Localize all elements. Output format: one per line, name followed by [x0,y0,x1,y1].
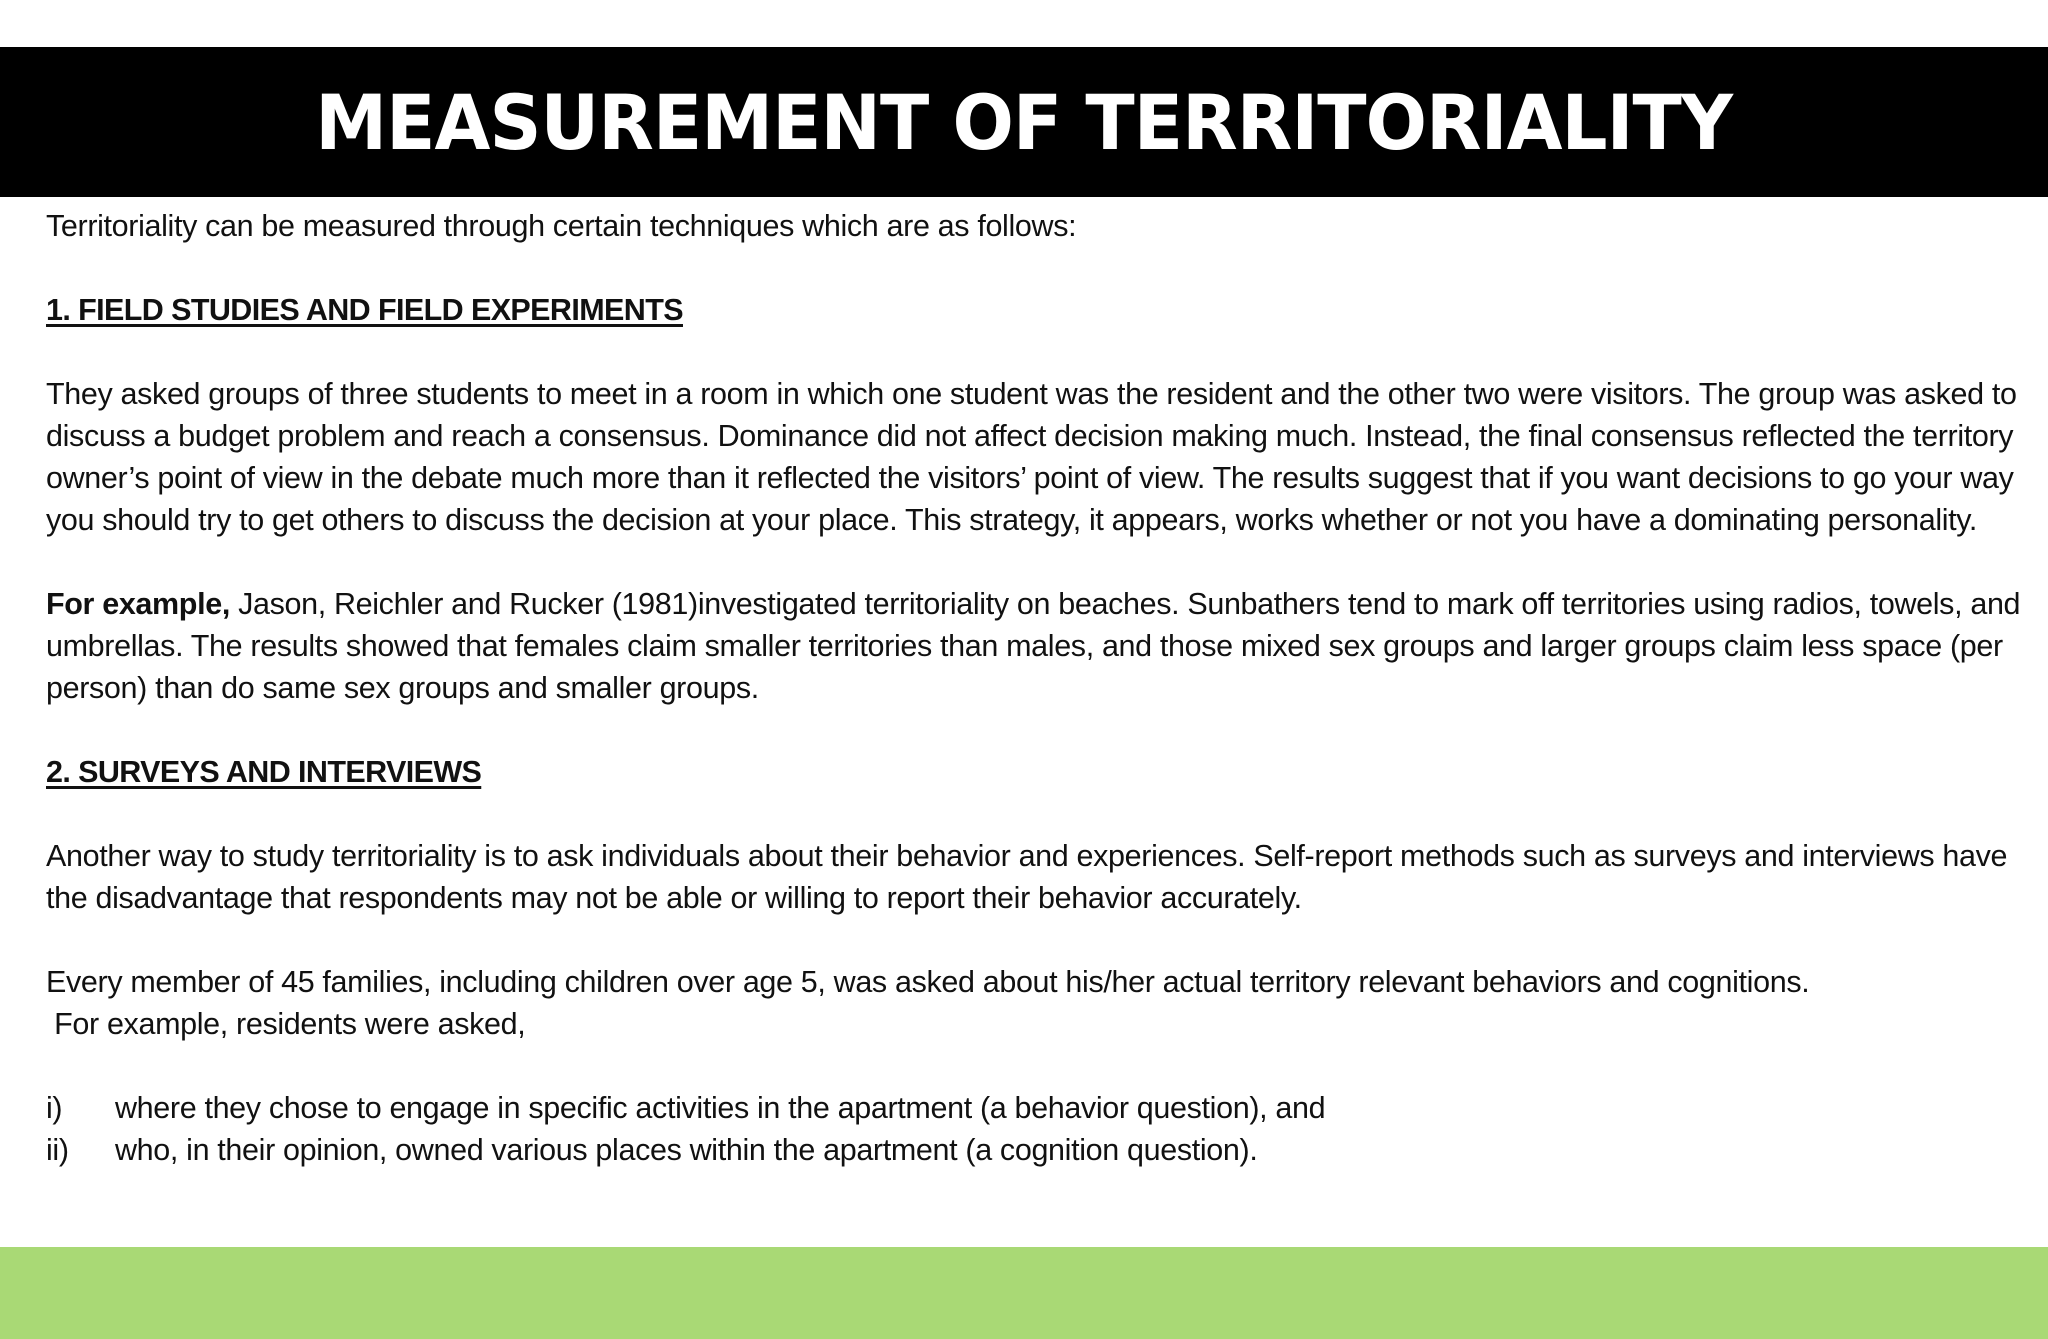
families-text-line-2: For example, residents were asked, [46,1007,526,1041]
field-studies-paragraph: They asked groups of three students to meet in a room in which one student was the resident and the other two were visitors. The group was asked to discuss a budget problem and reach a consensus. Dominance did not affect decision making much. Instead, the final consensus reflected the territory owner’s point of view in the debate much more than it reflected the visitors’ point of view. The results suggest that if you want decisions to go your way you should try to get others to discuss the decision at your place. This strategy, it appears, works whether or not you have a dominating personality. [46,377,2017,537]
field-studies-example [46,583,2036,709]
title-banner [0,47,2048,197]
list-item [46,1087,2036,1129]
list-marker: i) [46,1091,63,1125]
section-heading-surveys: 2. SURVEYS AND INTERVIEWS [46,755,482,789]
example-label: For example, [46,587,230,621]
slide-content [46,205,2036,1171]
surveys-paragraph: Another way to study territoriality is to ask individuals about their behavior and experiences. Self-report methods such as surveys and interviews have the disadvantage that respondents may not be able or willing to report their behavior accurately. [46,839,2008,915]
footer-banner [0,1247,2048,1339]
intro-text: Territoriality can be measured through certain techniques which are as follows: [46,209,1077,243]
families-text-line-1: Every member of 45 families, including children over age 5, was asked about his/her actual territory relevant behaviors and cognitions. [46,965,1810,999]
example-text: Jason, Reichler and Rucker (1981)investigated territoriality on beaches. Sunbathers tend to mark off territories using radios, towels, and umbrellas. The results showed that females claim smaller territories than males, and those mixed sex groups and larger groups claim less space (per person) than do same sex groups and smaller groups. [46,587,2021,705]
list-item-text: where they chose to engage in specific activities in the apartment (a behavior question), and [115,1091,1326,1125]
list-marker: ii) [46,1133,69,1167]
section-heading-field-studies: 1. FIELD STUDIES AND FIELD EXPERIMENTS [46,293,683,327]
list-item [46,1129,2036,1171]
list-item-text: who, in their opinion, owned various places within the apartment (a cognition question). [115,1133,1258,1167]
page-title: MEASUREMENT OF TERRITORIALITY [315,77,1733,167]
